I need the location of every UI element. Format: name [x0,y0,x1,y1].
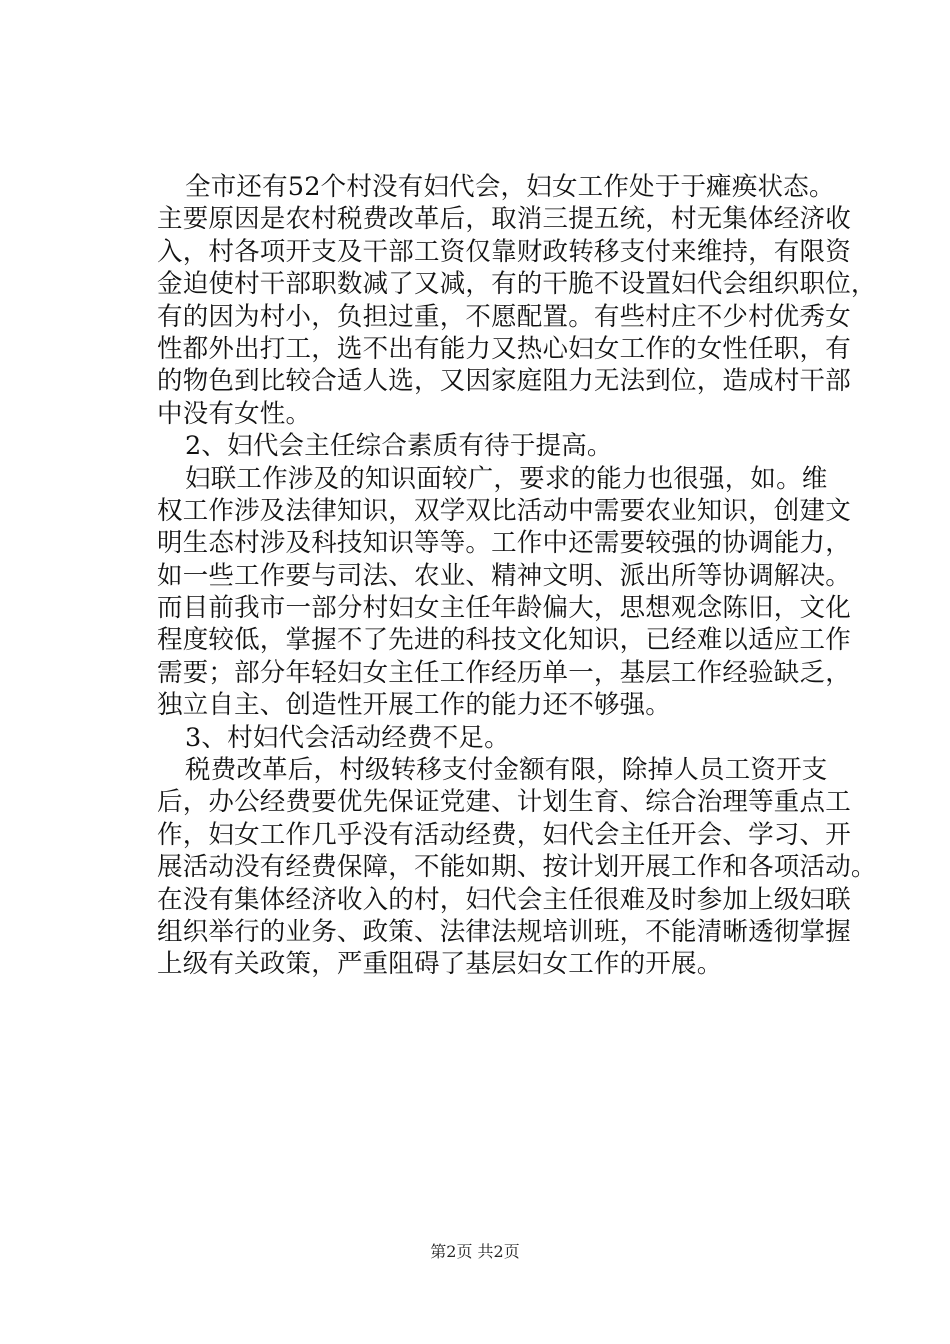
text-line: 金迫使村干部职数减了又减，有的干脆不设置妇代会组织职位， [157,269,877,300]
text-line: 权工作涉及法律知识，双学双比活动中需要农业知识，创建文 [157,495,851,526]
paragraph-director-quality [157,463,851,722]
text-line: 展活动没有经费保障，不能如期、按计划开展工作和各项活动。 [157,852,877,883]
section-heading-text: 2、妇代会主任综合素质有待于提高。 [185,431,613,462]
document-body [157,171,877,981]
text-line: 中没有女性。 [157,398,312,429]
page-number-footer: 第2页 共2页 [430,1242,520,1261]
text-line: 税费改革后，村级转移支付金额有限，除掉人员工资开支 [185,755,828,786]
section-heading-2 [157,430,797,462]
text-line: 性都外出打工，选不出有能力又热心妇女工作的女性任职，有 [157,333,851,364]
text-line: 妇联工作涉及的知识面较广，要求的能力也很强，如。维 [185,463,828,494]
text-line: 需要；部分年轻妇女主任工作经历单一，基层工作经验缺乏， [157,657,851,688]
text-line: 独立自主、创造性开展工作的能力还不够强。 [157,690,672,721]
text-line: 而目前我市一部分村妇女主任年龄偏大，思想观念陈旧，文化 [157,593,851,624]
paragraph-village-women-congress [157,171,877,430]
text-line: 在没有集体经济收入的村，妇代会主任很难及时参加上级妇联 [157,884,851,915]
text-line: 主要原因是农村税费改革后，取消三提五统，村无集体经济收 [157,204,851,235]
text-line: 如一些工作要与司法、农业、精神文明、派出所等协调解决。 [157,560,851,591]
text-line: 组织举行的业务、政策、法律法规培训班，不能清晰透彻掌握 [157,916,851,947]
paragraph-funding-shortage [157,754,877,981]
text-line: 入，村各项开支及干部工资仅靠财政转移支付来维持，有限资 [157,236,851,267]
text-line: 的物色到比较合适人选，又因家庭阻力无法到位，造成村干部 [157,366,851,397]
text-line: 上级有关政策，严重阻碍了基层妇女工作的开展。 [157,949,723,980]
text-line: 有的因为村小，负担过重，不愿配置。有些村庄不少村优秀女 [157,301,851,332]
text-line: 明生态村涉及科技知识等等。工作中还需要较强的协调能力， [157,528,851,559]
text-line: 全市还有52个村没有妇代会，妇女工作处于于瘫痪状态。 [185,172,835,202]
text-line: 作，妇女工作几乎没有活动经费，妇代会主任开会、学习、开 [157,819,851,850]
text-line: 程度较低，掌握不了先进的科技文化知识，已经难以适应工作 [157,625,851,656]
text-line: 后，办公经费要优先保证党建、计划生育、综合治理等重点工 [157,787,851,818]
section-heading-text: 3、村妇代会活动经费不足。 [185,722,510,753]
section-heading-3 [157,722,797,754]
